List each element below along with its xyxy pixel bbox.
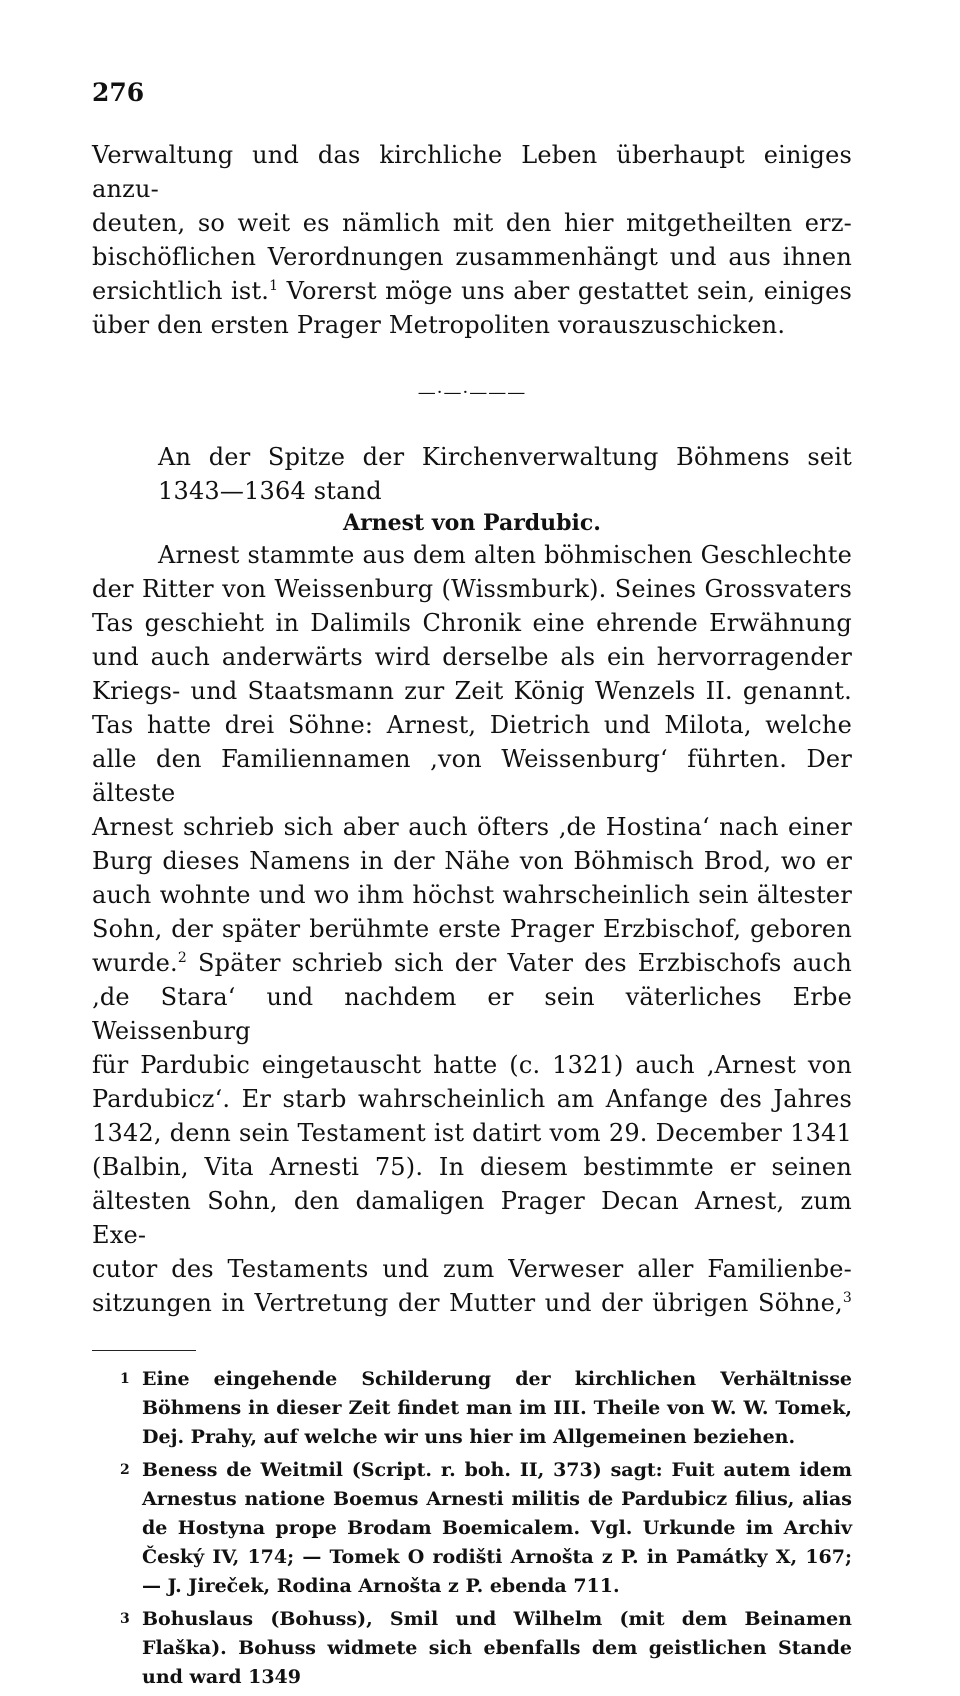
footnote-3: [92, 1605, 852, 1692]
text-line: An der Spitze der Kirchenverwaltung Böhmens seit: [158, 443, 852, 471]
footnote-text: Beness de Weitmil (Script. r. boh. II, 373) sagt: Fuit autem idem Arnestus natione Boemus Arnesti militis de Pardubicz filius, alias de Hostyna prope Brodam Boemicalem. Vgl. Urkunde im Archiv Český IV, 174; — Tomek O rodišti Arnošta z P. in Památky X, 167; — J. Jireček, Rodina Arnošta z P. ebenda 711.: [142, 1459, 852, 1597]
footnote-text: Eine eingehende Schilderung der kirchlichen Verhältnisse Böhmens in dieser Zeit findet man im III. Theile von W. W. Tomek, Dej. Prahy, auf welche wir uns hier im Allgemeinen beziehen.: [142, 1368, 852, 1448]
text-line: Pardubicz‘. Er starb wahrscheinlich am Anfange des Jahres: [92, 1085, 852, 1113]
text-line: und auch anderwärts wird derselbe als ein hervorragender: [92, 643, 852, 671]
main-paragraph: [92, 538, 852, 1320]
text-line: für Pardubic eingetauscht hatte (c. 1321) auch ‚Arnest von: [92, 1051, 852, 1079]
text-line: Tas geschieht in Dalimils Chronik eine ehrende Erwähnung: [92, 609, 852, 637]
footnote-mark: 1: [120, 1371, 130, 1387]
text-line: alle den Familiennamen ‚von Weissenburg‘ führten. Der älteste: [92, 745, 852, 807]
text-segment: Vorerst möge uns aber gestattet sein, einiges: [286, 277, 852, 305]
text-line: 1343—1364 stand: [158, 477, 382, 505]
footnote-ref[interactable]: 1: [269, 278, 279, 294]
text-line: 1342, denn sein Testament ist datirt vom 29. December 1341: [92, 1119, 852, 1147]
footnote-ref[interactable]: 3: [842, 1290, 852, 1306]
footnote-1: [92, 1365, 852, 1452]
text-segment: ersichtlich ist.: [92, 277, 270, 305]
text-line: (Balbin, Vita Arnesti 75). In diesem bestimmte er seinen: [92, 1153, 852, 1181]
section-intro: [92, 440, 852, 508]
text-line: Arnest stammte aus dem alten böhmischen Geschlechte: [158, 541, 852, 569]
text-line: Verwaltung und das kirchliche Leben überhaupt einiges anzu-: [92, 141, 852, 203]
text-line: cutor des Testaments und zum Verweser aller Familienbe-: [92, 1255, 852, 1283]
footnote-ref[interactable]: 2: [177, 950, 187, 966]
text-line: Sohn, der später berühmte erste Prager Erzbischof, geboren: [92, 915, 852, 943]
intro-paragraph: [92, 138, 852, 342]
footnote-text: Bohuslaus (Bohuss), Smil und Wilhelm (mit dem Beinamen Flaška). Bohuss widmete sich ebenfalls dem geistlichen Stande und ward 1349: [142, 1608, 852, 1688]
text-line: auch wohnte und wo ihm höchst wahrscheinlich sein ältester: [92, 881, 852, 909]
text-line: [92, 946, 852, 980]
text-line: [92, 1286, 852, 1320]
text-line: Arnest schrieb sich aber auch öfters ‚de Hostina‘ nach einer: [92, 813, 852, 841]
text-line: Kriegs- und Staatsmann zur Zeit König Wenzels II. genannt.: [92, 677, 852, 705]
section-separator: —·—·———: [417, 382, 527, 403]
footnote-mark: 2: [120, 1462, 130, 1478]
text-segment: wurde.: [92, 949, 178, 977]
text-segment: sitzungen in Vertretung der Mutter und der übrigen Söhne,: [92, 1289, 843, 1317]
footnote-mark: 3: [120, 1611, 130, 1627]
text-line: der Ritter von Weissenburg (Wissmburk). Seines Grossvaters: [92, 575, 852, 603]
text-line: ältesten Sohn, den damaligen Prager Decan Arnest, zum Exe-: [92, 1187, 852, 1249]
text-line: Burg dieses Namens in der Nähe von Böhmisch Brod, wo er: [92, 847, 852, 875]
book-page: [92, 78, 852, 1696]
page-number: 276: [92, 78, 145, 107]
text-line: deuten, so weit es nämlich mit den hier mitgetheilten erz-: [92, 209, 852, 237]
footnote-divider: [92, 1350, 196, 1351]
text-line: bischöflichen Verordnungen zusammenhängt und aus ihnen: [92, 243, 852, 271]
footnote-2: [92, 1456, 852, 1601]
text-line: ‚de Stara‘ und nachdem er sein väterliches Erbe Weissenburg: [92, 983, 852, 1045]
text-line: [92, 274, 852, 308]
text-line: über den ersten Prager Metropoliten vorauszuschicken.: [92, 311, 786, 339]
text-line: Tas hatte drei Söhne: Arnest, Dietrich und Milota, welche: [92, 711, 852, 739]
section-heading: Arnest von Pardubic.: [343, 510, 601, 536]
text-segment: Später schrieb sich der Vater des Erzbischofs auch: [198, 949, 852, 977]
